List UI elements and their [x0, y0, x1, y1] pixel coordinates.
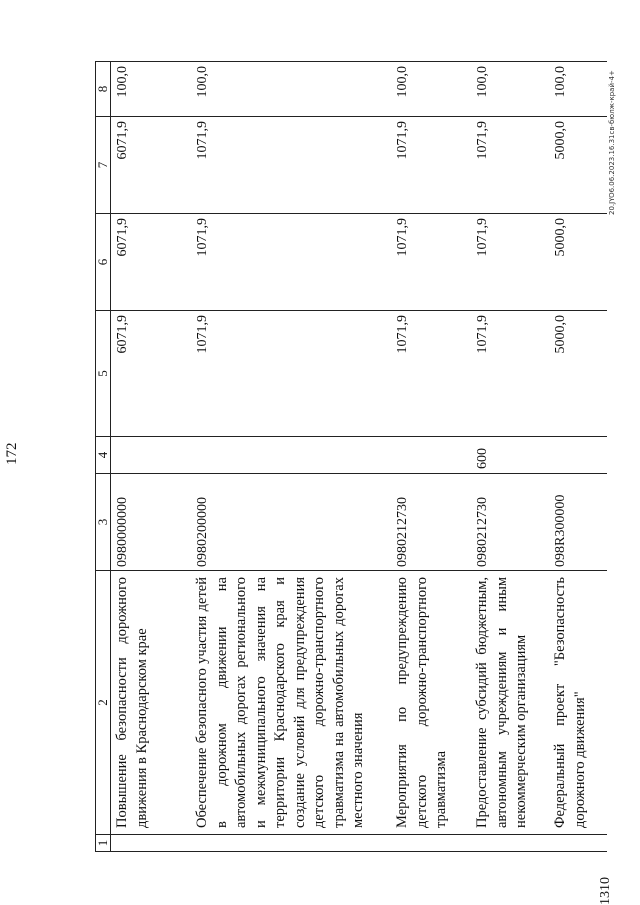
- row-value-7: 5000,0: [549, 117, 607, 214]
- row-value-7: 1071,9: [391, 117, 471, 214]
- row-code: 098R300000: [549, 474, 607, 571]
- row-vr: [391, 437, 471, 474]
- row-code: 0980000000: [111, 474, 192, 571]
- row-vr: [111, 437, 192, 474]
- budget-table: [95, 61, 607, 852]
- row-name: Предоставление субсидий бюджетным, автономным учреждениям и иным некоммерческим организациям: [471, 571, 549, 835]
- header-cell: 1: [96, 835, 111, 852]
- table-row: [191, 62, 391, 852]
- table-row: [391, 62, 471, 852]
- row-value-6: 1071,9: [471, 214, 549, 311]
- row-value-8: 100,0: [471, 62, 549, 117]
- header-cell: 5: [96, 311, 111, 437]
- header-cell: 2: [96, 571, 111, 835]
- header-cell: 3: [96, 474, 111, 571]
- index-cell: [471, 835, 549, 852]
- index-cell: [191, 835, 391, 852]
- page-number: 172: [4, 442, 20, 465]
- row-value-8: 100,0: [549, 62, 607, 117]
- header-cell: 7: [96, 117, 111, 214]
- row-name: Повышение безопасности дорожного движения в Краснодарском крае: [111, 571, 192, 835]
- row-name: Обеспечение безопасного участия детей в дорожном движении на автомобильных дорогах регионального и межмуниципального значения на территории Краснодарского края и создание условий для предупреждения детского дорожно-транспортного травматизма на автомобильных дорогах местного значения: [191, 571, 391, 835]
- row-value-6: 1071,9: [191, 214, 391, 311]
- row-vr: [191, 437, 391, 474]
- header-cell: 8: [96, 62, 111, 117]
- table-row: [471, 62, 549, 852]
- row-value-6: 1071,9: [391, 214, 471, 311]
- row-vr: 600: [471, 437, 549, 474]
- row-value-8: 100,0: [191, 62, 391, 117]
- row-value-5: 1071,9: [471, 311, 549, 437]
- document-stamp: 20.JYO6.06.2023.16.31св-бюлж-край-4+: [608, 70, 616, 215]
- row-value-5: 6071,9: [111, 311, 192, 437]
- index-cell: [549, 835, 607, 852]
- row-value-7: 1071,9: [191, 117, 391, 214]
- table-row: [549, 62, 607, 852]
- row-value-5: 1071,9: [191, 311, 391, 437]
- header-row: [96, 62, 111, 852]
- row-value-8: 100,0: [111, 62, 192, 117]
- header-cell: 6: [96, 214, 111, 311]
- row-value-7: 1071,9: [471, 117, 549, 214]
- row-code: 0980212730: [391, 474, 471, 571]
- row-value-5: 1071,9: [391, 311, 471, 437]
- index-cell: [111, 835, 192, 852]
- table-row: [111, 62, 192, 852]
- row-name: Мероприятия по предупреждению детского дорожно-транспортного травматизма: [391, 571, 471, 835]
- row-code: 0980200000: [191, 474, 391, 571]
- row-value-8: 100,0: [391, 62, 471, 117]
- row-value-6: 6071,9: [111, 214, 192, 311]
- row-value-6: 5000,0: [549, 214, 607, 311]
- index-cell: [391, 835, 471, 852]
- row-vr: [549, 437, 607, 474]
- row-code: 0980212730: [471, 474, 549, 571]
- header-cell: 4: [96, 437, 111, 474]
- row-name: Федеральный проект "Безопасность дорожного движения": [549, 571, 607, 835]
- row-value-5: 5000,0: [549, 311, 607, 437]
- footer-page-number: 1310: [598, 877, 613, 905]
- row-value-7: 6071,9: [111, 117, 192, 214]
